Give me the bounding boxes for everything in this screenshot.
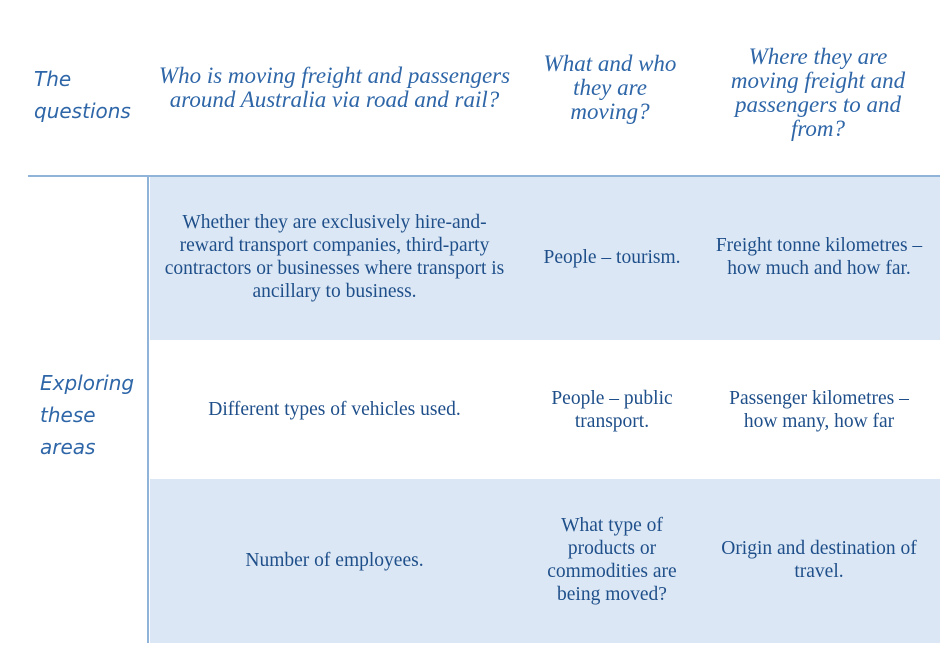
side-column-divider [147, 176, 149, 643]
row-2-who: Different types of vehicles used. [208, 399, 461, 420]
header-col-who: Who is moving freight and passengers around Australia via road and rail? [158, 62, 511, 112]
side-label-exploring: Exploring these areas [40, 371, 135, 459]
row-2-where: Passenger kilometres – how many, how far [729, 387, 909, 432]
row-2-what: People – public transport. [551, 387, 673, 432]
row-1-what: People – tourism. [543, 246, 681, 268]
row-3-what: What type of products or commodities are being moved? [547, 515, 677, 605]
header-col-where: Where they are moving freight and passengers to and from? [730, 44, 906, 141]
header-divider [28, 175, 940, 177]
header-row-label: The questions [34, 67, 131, 123]
header-col-what: What and who they are moving? [543, 50, 677, 124]
row-3-where: Origin and destination of travel. [721, 538, 917, 582]
row-1-where: Freight tonne kilometres – how much and how far. [715, 235, 923, 279]
row-3-who: Number of employees. [245, 549, 424, 571]
row-1-who: Whether they are exclusively hire-and-reward transport companies, third-party contractors or businesses where transport is ancillary to business. [164, 212, 505, 302]
